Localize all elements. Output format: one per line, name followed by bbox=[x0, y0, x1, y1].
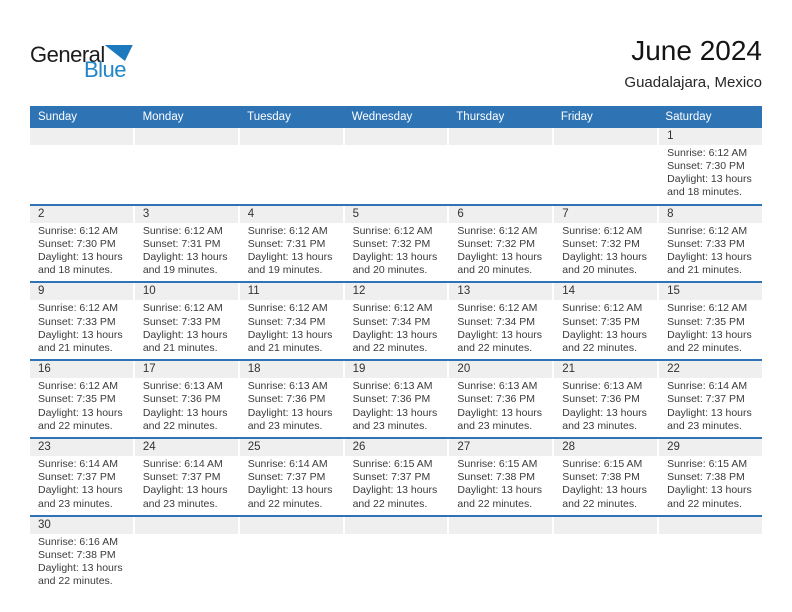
day-details bbox=[135, 145, 238, 151]
week-row bbox=[30, 128, 762, 206]
daylight-text: Daylight: 13 hours and 22 minutes. bbox=[38, 562, 123, 588]
daylight-text: Daylight: 13 hours and 22 minutes. bbox=[457, 484, 543, 510]
day-details bbox=[554, 456, 657, 515]
sunrise-text: Sunrise: 6:12 AM bbox=[38, 302, 118, 315]
day-cell bbox=[554, 361, 657, 437]
weekday-label-sunday: Sunday bbox=[38, 110, 78, 123]
day-number: 30 bbox=[30, 517, 133, 534]
day-cell bbox=[345, 283, 448, 359]
daylight-text: Daylight: 13 hours and 20 minutes. bbox=[562, 251, 647, 277]
day-cell bbox=[135, 283, 238, 359]
day-number: 20 bbox=[449, 361, 552, 378]
daylight-text: Daylight: 13 hours and 21 minutes. bbox=[247, 328, 333, 355]
day-number: 5 bbox=[345, 206, 448, 223]
day-cell bbox=[449, 283, 552, 359]
calendar-body bbox=[30, 128, 762, 593]
day-cell bbox=[30, 128, 133, 204]
day-details bbox=[449, 145, 552, 151]
sunset-text: Sunset: 7:38 PM bbox=[562, 471, 640, 484]
day-details bbox=[659, 456, 762, 515]
day-cell bbox=[30, 439, 133, 515]
sunrise-text: Sunrise: 6:15 AM bbox=[457, 458, 538, 471]
day-details bbox=[449, 534, 552, 540]
day-cell bbox=[135, 361, 238, 437]
sunrise-text: Sunrise: 6:12 AM bbox=[38, 224, 118, 237]
day-number bbox=[554, 128, 657, 145]
sunset-text: Sunset: 7:32 PM bbox=[562, 237, 640, 250]
day-details bbox=[135, 378, 238, 437]
weekday-label-wednesday: Wednesday bbox=[351, 110, 413, 123]
weekday-label-thursday: Thursday bbox=[456, 110, 505, 123]
day-details bbox=[30, 300, 133, 359]
daylight-text: Daylight: 13 hours and 23 minutes. bbox=[247, 406, 333, 432]
daylight-text: Daylight: 13 hours and 23 minutes. bbox=[38, 484, 123, 510]
sunset-text: Sunset: 7:36 PM bbox=[562, 393, 640, 406]
sunrise-text: Sunrise: 6:12 AM bbox=[142, 224, 223, 237]
calendar bbox=[30, 106, 762, 593]
day-number bbox=[554, 517, 657, 534]
sunrise-text: Sunrise: 6:13 AM bbox=[457, 380, 538, 393]
day-details bbox=[554, 223, 657, 282]
sunrise-text: Sunrise: 6:12 AM bbox=[562, 224, 643, 237]
day-details bbox=[135, 223, 238, 282]
logo-text-blue: Blue bbox=[84, 57, 127, 82]
day-cell bbox=[554, 517, 657, 593]
day-cell bbox=[345, 439, 448, 515]
sunrise-text: Sunrise: 6:12 AM bbox=[667, 224, 748, 237]
day-cell bbox=[449, 517, 552, 593]
day-number bbox=[135, 517, 238, 534]
daylight-text: Daylight: 13 hours and 22 minutes. bbox=[562, 328, 647, 355]
day-number: 9 bbox=[30, 283, 133, 300]
week-row bbox=[30, 517, 762, 593]
logo-text-general: General bbox=[30, 42, 105, 67]
day-number: 3 bbox=[135, 206, 238, 223]
day-details bbox=[135, 456, 238, 515]
day-details bbox=[30, 456, 133, 515]
day-number: 10 bbox=[135, 283, 238, 300]
day-details bbox=[449, 300, 552, 359]
daylight-text: Daylight: 13 hours and 21 minutes. bbox=[38, 328, 123, 355]
day-cell bbox=[659, 283, 762, 359]
day-cell bbox=[135, 517, 238, 593]
day-cell bbox=[135, 128, 238, 204]
sunset-text: Sunset: 7:37 PM bbox=[142, 471, 221, 484]
day-number: 6 bbox=[449, 206, 552, 223]
daylight-text: Daylight: 13 hours and 20 minutes. bbox=[352, 251, 438, 277]
daylight-text: Daylight: 13 hours and 23 minutes. bbox=[457, 406, 543, 432]
daylight-text: Daylight: 13 hours and 18 minutes. bbox=[667, 173, 752, 199]
daylight-text: Daylight: 13 hours and 18 minutes. bbox=[38, 251, 123, 277]
day-details bbox=[135, 300, 238, 359]
daylight-text: Daylight: 13 hours and 19 minutes. bbox=[247, 251, 333, 277]
daylight-text: Daylight: 13 hours and 23 minutes. bbox=[142, 484, 228, 510]
day-cell bbox=[30, 283, 133, 359]
daylight-text: Daylight: 13 hours and 22 minutes. bbox=[667, 484, 752, 510]
day-details bbox=[659, 534, 762, 540]
day-number: 19 bbox=[345, 361, 448, 378]
daylight-text: Daylight: 13 hours and 23 minutes. bbox=[562, 406, 647, 432]
day-cell bbox=[135, 206, 238, 282]
day-number bbox=[345, 517, 448, 534]
day-number: 28 bbox=[554, 439, 657, 456]
week-row bbox=[30, 439, 762, 517]
day-number: 22 bbox=[659, 361, 762, 378]
sunset-text: Sunset: 7:37 PM bbox=[247, 471, 326, 484]
day-cell bbox=[135, 439, 238, 515]
day-cell bbox=[345, 361, 448, 437]
day-number: 25 bbox=[240, 439, 343, 456]
sunrise-text: Sunrise: 6:15 AM bbox=[667, 458, 748, 471]
day-number: 4 bbox=[240, 206, 343, 223]
day-details bbox=[449, 378, 552, 437]
day-cell bbox=[659, 439, 762, 515]
day-number: 17 bbox=[135, 361, 238, 378]
sunset-text: Sunset: 7:38 PM bbox=[457, 471, 536, 484]
day-cell bbox=[240, 206, 343, 282]
day-number: 12 bbox=[345, 283, 448, 300]
day-cell bbox=[659, 206, 762, 282]
day-details bbox=[240, 378, 343, 437]
sunrise-text: Sunrise: 6:12 AM bbox=[247, 302, 328, 315]
day-details bbox=[345, 456, 448, 515]
day-cell bbox=[554, 128, 657, 204]
day-cell bbox=[240, 128, 343, 204]
sunrise-text: Sunrise: 6:13 AM bbox=[352, 380, 433, 393]
sunrise-text: Sunrise: 6:12 AM bbox=[457, 224, 538, 237]
sunrise-text: Sunrise: 6:14 AM bbox=[38, 458, 118, 471]
day-cell bbox=[449, 206, 552, 282]
sunset-text: Sunset: 7:36 PM bbox=[142, 393, 221, 406]
daylight-text: Daylight: 13 hours and 23 minutes. bbox=[667, 406, 752, 432]
week-row bbox=[30, 283, 762, 361]
day-number: 2 bbox=[30, 206, 133, 223]
day-number bbox=[449, 128, 552, 145]
day-details bbox=[554, 378, 657, 437]
day-cell bbox=[30, 361, 133, 437]
daylight-text: Daylight: 13 hours and 22 minutes. bbox=[457, 328, 543, 355]
day-number: 26 bbox=[345, 439, 448, 456]
sunrise-text: Sunrise: 6:15 AM bbox=[562, 458, 643, 471]
day-number: 13 bbox=[449, 283, 552, 300]
day-details bbox=[30, 223, 133, 282]
month-title: June 2024 bbox=[631, 35, 762, 66]
sunset-text: Sunset: 7:31 PM bbox=[142, 237, 221, 250]
sunset-text: Sunset: 7:38 PM bbox=[38, 549, 116, 562]
location-subtitle: Guadalajara, Mexico bbox=[624, 73, 762, 91]
sunset-text: Sunset: 7:31 PM bbox=[247, 237, 326, 250]
top-bar bbox=[0, 0, 792, 91]
day-number: 27 bbox=[449, 439, 552, 456]
daylight-text: Daylight: 13 hours and 22 minutes. bbox=[667, 328, 752, 355]
sunset-text: Sunset: 7:35 PM bbox=[667, 315, 745, 328]
week-row bbox=[30, 206, 762, 284]
sunset-text: Sunset: 7:37 PM bbox=[667, 393, 745, 406]
weekday-header-row bbox=[30, 106, 762, 128]
day-details bbox=[240, 145, 343, 151]
day-cell bbox=[345, 206, 448, 282]
day-number bbox=[30, 128, 133, 145]
day-number: 11 bbox=[240, 283, 343, 300]
day-details bbox=[345, 300, 448, 359]
day-number: 14 bbox=[554, 283, 657, 300]
sunset-text: Sunset: 7:35 PM bbox=[38, 393, 116, 406]
weekday-label-friday: Friday bbox=[560, 110, 593, 123]
sunrise-text: Sunrise: 6:14 AM bbox=[247, 458, 328, 471]
day-cell bbox=[449, 439, 552, 515]
day-details bbox=[659, 378, 762, 437]
day-number: 16 bbox=[30, 361, 133, 378]
day-cell bbox=[345, 128, 448, 204]
day-number: 8 bbox=[659, 206, 762, 223]
sunset-text: Sunset: 7:34 PM bbox=[247, 315, 326, 328]
day-details bbox=[659, 145, 762, 204]
day-details bbox=[240, 300, 343, 359]
day-details bbox=[345, 378, 448, 437]
sunset-text: Sunset: 7:33 PM bbox=[667, 237, 745, 250]
day-cell bbox=[659, 517, 762, 593]
day-details bbox=[135, 534, 238, 540]
day-details bbox=[30, 145, 133, 151]
sunset-text: Sunset: 7:34 PM bbox=[352, 315, 431, 328]
sunset-text: Sunset: 7:38 PM bbox=[667, 471, 745, 484]
sunrise-text: Sunrise: 6:14 AM bbox=[667, 380, 748, 393]
sunrise-text: Sunrise: 6:12 AM bbox=[38, 380, 118, 393]
day-details bbox=[30, 378, 133, 437]
day-number bbox=[345, 128, 448, 145]
day-number: 23 bbox=[30, 439, 133, 456]
daylight-text: Daylight: 13 hours and 20 minutes. bbox=[457, 251, 543, 277]
day-details bbox=[449, 223, 552, 282]
daylight-text: Daylight: 13 hours and 21 minutes. bbox=[142, 328, 228, 355]
general-blue-logo bbox=[30, 36, 133, 81]
daylight-text: Daylight: 13 hours and 22 minutes. bbox=[352, 484, 438, 510]
day-cell bbox=[449, 361, 552, 437]
day-cell bbox=[659, 128, 762, 204]
day-cell bbox=[449, 128, 552, 204]
daylight-text: Daylight: 13 hours and 19 minutes. bbox=[142, 251, 228, 277]
day-cell bbox=[345, 517, 448, 593]
day-cell bbox=[240, 283, 343, 359]
sunrise-text: Sunrise: 6:12 AM bbox=[247, 224, 328, 237]
sunset-text: Sunset: 7:36 PM bbox=[352, 393, 431, 406]
sunrise-text: Sunrise: 6:12 AM bbox=[457, 302, 538, 315]
day-details bbox=[554, 300, 657, 359]
day-number: 18 bbox=[240, 361, 343, 378]
day-details bbox=[659, 223, 762, 282]
day-cell bbox=[240, 517, 343, 593]
day-number bbox=[659, 517, 762, 534]
sunset-text: Sunset: 7:37 PM bbox=[38, 471, 116, 484]
day-cell bbox=[240, 439, 343, 515]
day-number: 24 bbox=[135, 439, 238, 456]
day-number bbox=[240, 128, 343, 145]
daylight-text: Daylight: 13 hours and 22 minutes. bbox=[38, 406, 123, 432]
day-details bbox=[345, 534, 448, 540]
day-cell bbox=[659, 361, 762, 437]
weekday-label-monday: Monday bbox=[142, 110, 184, 123]
sunrise-text: Sunrise: 6:13 AM bbox=[142, 380, 223, 393]
sunset-text: Sunset: 7:32 PM bbox=[457, 237, 536, 250]
daylight-text: Daylight: 13 hours and 22 minutes. bbox=[352, 328, 438, 355]
sunrise-text: Sunrise: 6:12 AM bbox=[352, 302, 433, 315]
day-cell bbox=[240, 361, 343, 437]
day-details bbox=[345, 145, 448, 151]
day-number bbox=[240, 517, 343, 534]
day-cell bbox=[30, 517, 133, 593]
day-number: 7 bbox=[554, 206, 657, 223]
sunrise-text: Sunrise: 6:12 AM bbox=[562, 302, 643, 315]
sunset-text: Sunset: 7:30 PM bbox=[38, 237, 116, 250]
sunset-text: Sunset: 7:34 PM bbox=[457, 315, 536, 328]
day-number bbox=[135, 128, 238, 145]
sunrise-text: Sunrise: 6:12 AM bbox=[667, 146, 748, 159]
day-details bbox=[554, 534, 657, 540]
weekday-label-tuesday: Tuesday bbox=[247, 110, 291, 123]
daylight-text: Daylight: 13 hours and 21 minutes. bbox=[667, 251, 752, 277]
sunset-text: Sunset: 7:33 PM bbox=[38, 315, 116, 328]
sunrise-text: Sunrise: 6:12 AM bbox=[142, 302, 223, 315]
day-number: 21 bbox=[554, 361, 657, 378]
day-details bbox=[240, 223, 343, 282]
sunrise-text: Sunrise: 6:12 AM bbox=[667, 302, 748, 315]
daylight-text: Daylight: 13 hours and 22 minutes. bbox=[142, 406, 228, 432]
sunrise-text: Sunrise: 6:12 AM bbox=[352, 224, 433, 237]
day-cell bbox=[554, 206, 657, 282]
sunset-text: Sunset: 7:35 PM bbox=[562, 315, 640, 328]
sunrise-text: Sunrise: 6:16 AM bbox=[38, 535, 118, 548]
sunrise-text: Sunrise: 6:15 AM bbox=[352, 458, 433, 471]
title-block bbox=[624, 36, 762, 91]
sunset-text: Sunset: 7:36 PM bbox=[457, 393, 536, 406]
day-cell bbox=[554, 283, 657, 359]
weekday-label-saturday: Saturday bbox=[665, 110, 712, 123]
sunset-text: Sunset: 7:30 PM bbox=[667, 160, 745, 172]
day-number: 29 bbox=[659, 439, 762, 456]
day-details bbox=[449, 456, 552, 515]
sunset-text: Sunset: 7:36 PM bbox=[247, 393, 326, 406]
day-cell bbox=[554, 439, 657, 515]
sunrise-text: Sunrise: 6:13 AM bbox=[247, 380, 328, 393]
day-details bbox=[30, 534, 133, 593]
day-details bbox=[240, 456, 343, 515]
sunrise-text: Sunrise: 6:14 AM bbox=[142, 458, 223, 471]
day-details bbox=[554, 145, 657, 151]
day-number: 15 bbox=[659, 283, 762, 300]
sunset-text: Sunset: 7:33 PM bbox=[142, 315, 221, 328]
daylight-text: Daylight: 13 hours and 22 minutes. bbox=[562, 484, 647, 510]
day-cell bbox=[30, 206, 133, 282]
day-details bbox=[240, 534, 343, 540]
day-details bbox=[345, 223, 448, 282]
sunset-text: Sunset: 7:32 PM bbox=[352, 237, 431, 250]
sunset-text: Sunset: 7:37 PM bbox=[352, 471, 431, 484]
day-details bbox=[659, 300, 762, 359]
week-row bbox=[30, 361, 762, 439]
sunrise-text: Sunrise: 6:13 AM bbox=[562, 380, 643, 393]
day-number: 1 bbox=[659, 128, 762, 145]
daylight-text: Daylight: 13 hours and 22 minutes. bbox=[247, 484, 333, 510]
daylight-text: Daylight: 13 hours and 23 minutes. bbox=[352, 406, 438, 432]
day-number bbox=[449, 517, 552, 534]
